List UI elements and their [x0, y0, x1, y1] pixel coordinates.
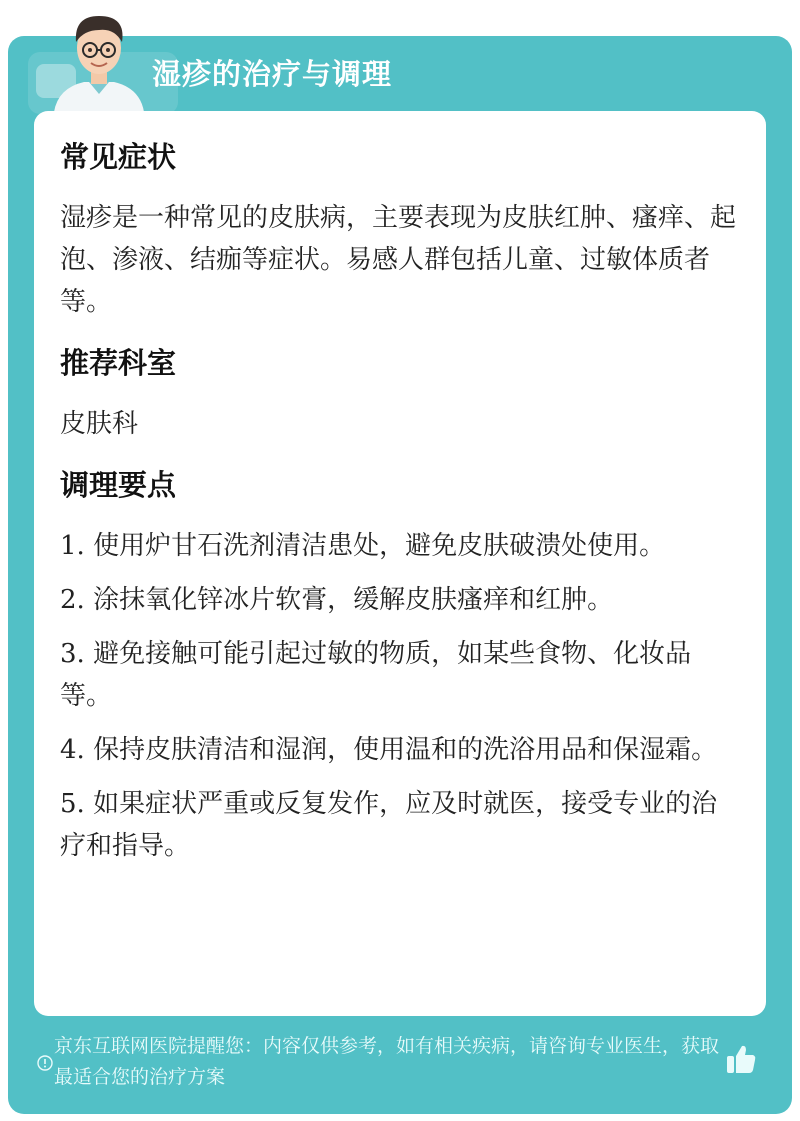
list-item-number: 3. — [60, 639, 85, 669]
list-item-text: 保持皮肤清洁和湿润，使用温和的洗浴用品和保湿霜。 — [93, 735, 718, 765]
content-card — [34, 111, 766, 1016]
care-heading: 调理要点 — [60, 468, 177, 502]
page-title: 湿疹的治疗与调理 — [152, 57, 393, 91]
list-item — [60, 633, 740, 717]
card-content — [60, 135, 740, 879]
list-item-number: 5. — [60, 789, 85, 819]
list-item — [60, 783, 740, 867]
list-item-text: 使用炉甘石洗剂清洁患处，避免皮肤破溃处使用。 — [93, 531, 666, 561]
thumbs-up-icon[interactable] — [724, 1042, 758, 1076]
list-item-text: 避免接触可能引起过敏的物质，如某些食物、化妆品等。 — [60, 639, 692, 711]
list-item-number: 4. — [60, 735, 85, 765]
list-item — [60, 525, 740, 567]
symptoms-heading: 常见症状 — [60, 140, 177, 174]
list-item-number: 2. — [60, 585, 85, 615]
info-icon — [37, 1055, 53, 1071]
list-item-text: 如果症状严重或反复发作，应及时就医，接受专业的治疗和指导。 — [60, 789, 718, 861]
department-text: 皮肤科 — [60, 409, 139, 439]
list-item-number: 1. — [60, 531, 85, 561]
symptoms-text: 湿疹是一种常见的皮肤病，主要表现为皮肤红肿、瘙痒、起泡、渗液、结痂等症状。易感人群包括儿童、过敏体质者等。 — [60, 203, 737, 317]
footer-notice: 京东互联网医院提醒您：内容仅供参考，如有相关疾病，请咨询专业医生，获取最适合您的治疗方案 — [54, 1035, 720, 1088]
doctor-avatar-icon — [44, 8, 154, 112]
department-heading: 推荐科室 — [60, 346, 177, 380]
list-item — [60, 579, 740, 621]
list-item-text: 涂抹氧化锌冰片软膏，缓解皮肤瘙痒和红肿。 — [93, 585, 614, 615]
list-item — [60, 729, 740, 771]
